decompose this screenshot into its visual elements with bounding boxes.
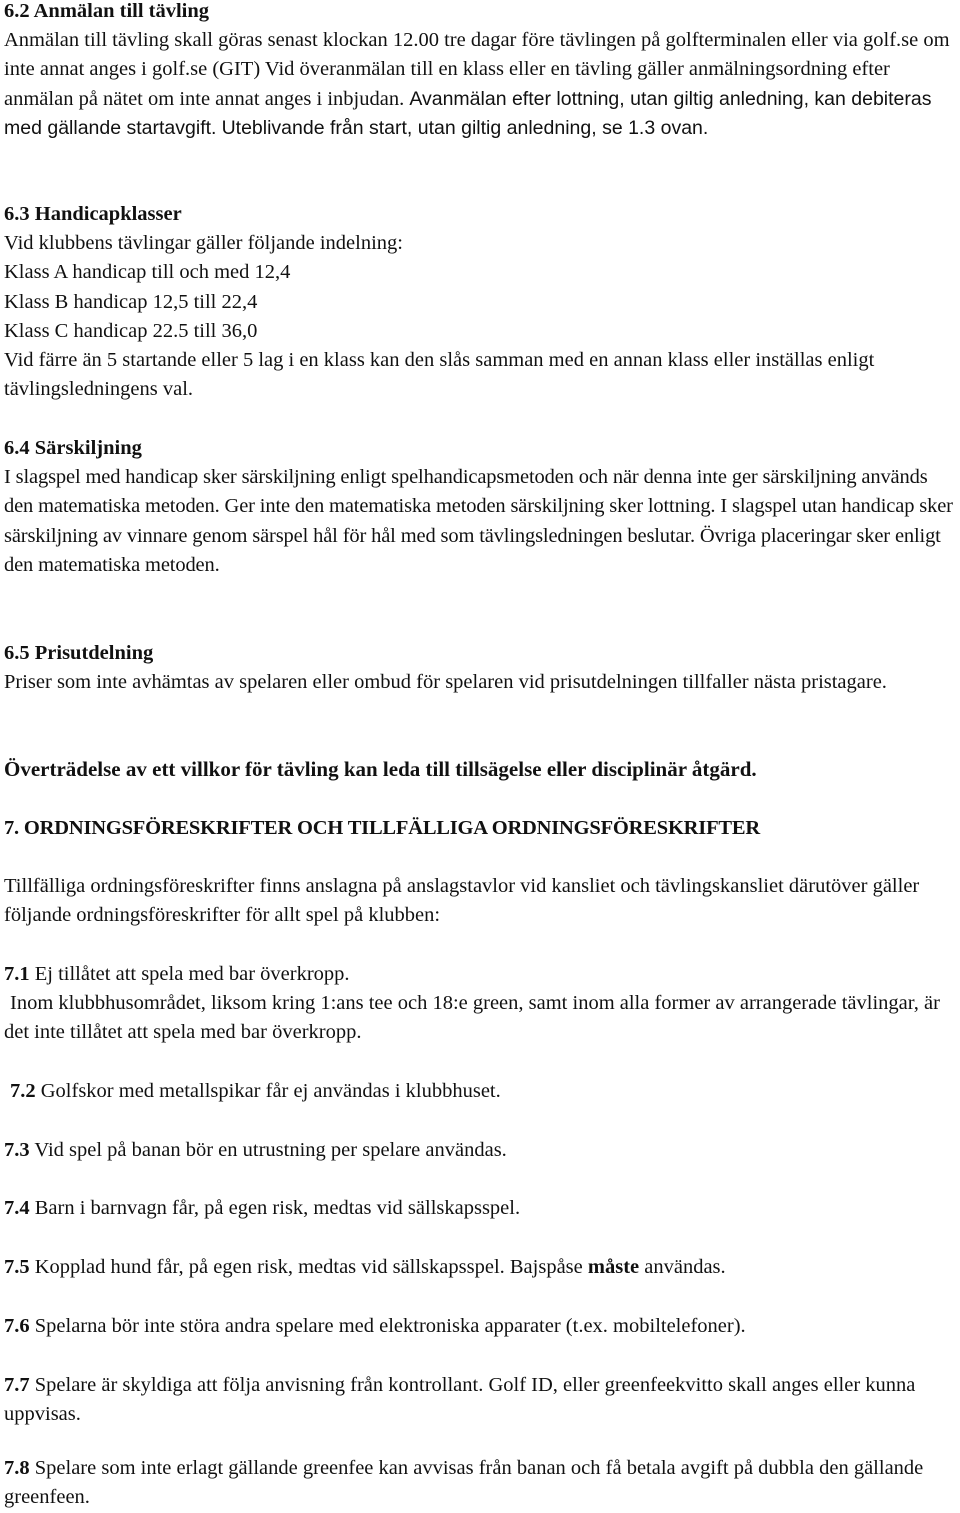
section-paragraph: Priser som inte avhämtas av spelaren eller ombud för spelaren vid prisutdelningen tillfaller nästa pristagare.	[4, 671, 887, 694]
class-item: Klass C handicap 22.5 till 36,0	[4, 319, 258, 342]
rule-text: användas.	[644, 1256, 726, 1278]
rule-number: 7.6	[4, 1315, 30, 1337]
section-heading: 7. ORDNINGSFÖRESKRIFTER OCH TILLFÄLLIGA ORDNINGSFÖRESKRIFTER	[4, 817, 760, 839]
rule-text: Golfskor med metallspikar får ej användas i klubbhuset.	[40, 1080, 501, 1102]
rule-7-8	[4, 1454, 958, 1512]
rule-7-6	[4, 1312, 958, 1341]
rule-number: 7.4	[4, 1197, 30, 1219]
section-7-intro	[4, 872, 958, 930]
paragraph-text: Uteblivande från start, utan giltig anledning, se 1.3 ovan.	[221, 116, 709, 139]
rule-text: Kopplad hund får, på egen risk, medtas vid sällskapsspel. Bajspåse	[34, 1256, 583, 1278]
section-paragraph	[4, 26, 958, 143]
class-item: Klass B handicap 12,5 till 22,4	[4, 290, 258, 313]
rule-7-1	[4, 960, 958, 1048]
rule-text: Barn i barnvagn får, på egen risk, medtas vid sällskapsspel.	[34, 1197, 521, 1219]
warning-text: Överträdelse av ett villkor för tävling kan leda till tillsägelse eller disciplinär åtgärd.	[4, 757, 757, 781]
rule-number: 7.7	[4, 1374, 30, 1396]
rule-number: 7.1	[4, 963, 30, 985]
section-intro: Vid klubbens tävlingar gäller följande indelning:	[4, 232, 403, 255]
rule-text: Vid spel på banan bör en utrustning per spelare användas.	[34, 1139, 507, 1161]
rule-7-3	[4, 1136, 958, 1165]
rule-text: Spelare är skyldiga att följa anvisning från kontrollant. Golf ID, eller greenfeekvitto skall anges eller kunna uppvisas.	[4, 1374, 916, 1426]
section-paragraph: Tillfälliga ordningsföreskrifter finns anslagna på anslagstavlor vid kansliet och tävlingskansliet därutöver gäller följande ordningsföreskrifter för allt spel på klubben:	[4, 875, 920, 927]
section-heading: 6.4 Särskiljning	[4, 437, 142, 459]
violation-warning	[4, 755, 958, 784]
paragraph-text: Anmälan till tävling skall göras senast klockan 12.00 tre dagar före tävlingen på golfterminalen eller via golf.se om inte annat anges i golf.se (GIT) Vid överanmälan till en klass eller en tävling gäller anmälningsordning efter anmälan på nätet om inte annat anges i inbjudan.	[4, 29, 950, 110]
rule-number: 7.3	[4, 1139, 30, 1161]
paragraph-text: Avanmälan efter lottning, utan giltig anledning, kan debiteras med gällande startavgift.	[4, 87, 932, 139]
rule-7-2	[10, 1077, 958, 1106]
section-7	[4, 814, 960, 843]
rule-text: Spelare som inte erlagt gällande greenfee kan avvisas från banan och få betala avgift på dubbla den gällande greenfeen.	[4, 1457, 924, 1509]
rule-7-7	[4, 1371, 958, 1429]
class-item: Klass A handicap till och med 12,4	[4, 261, 291, 284]
rule-text: Inom klubbhusområdet, liksom kring 1:ans tee och 18:e green, samt inom alla former av arrangerade tävlingar, är det inte tillåtet att spela med bar överkropp.	[4, 992, 940, 1044]
section-heading: 6.5 Prisutdelning	[4, 642, 154, 664]
section-6-2	[4, 0, 958, 143]
rule-number: 7.2	[10, 1080, 36, 1102]
rule-7-5	[4, 1253, 958, 1282]
rule-title	[4, 960, 958, 989]
rule-number: 7.8	[4, 1457, 30, 1479]
section-heading: 6.2 Anmälan till tävling	[4, 0, 210, 22]
section-paragraph: I slagspel med handicap sker särskiljning enligt spelhandicapsmetoden och när denna inte ger särskiljning används den matematiska metoden. Ger inte den matematiska metoden särskiljning sker lottning. I slagspel utan handicap sker särskiljning av vinnare genom särspel hål för hål med som tävlingsledningen beslutar. Övriga placeringar sker enligt den matematiska metoden.	[4, 466, 953, 576]
section-6-3	[4, 200, 958, 404]
rule-7-4	[4, 1194, 958, 1223]
section-heading: 6.3 Handicapklasser	[4, 203, 182, 225]
rule-text: Spelarna bör inte störa andra spelare med elektroniska apparater (t.ex. mobiltelefoner).	[34, 1315, 746, 1337]
rule-text: Ej tillåtet att spela med bar överkropp.	[34, 963, 350, 985]
section-paragraph: Vid färre än 5 startande eller 5 lag i en klass kan den slås samman med en annan klass eller inställas enligt tävlingsledningens val.	[4, 349, 875, 401]
section-6-5	[4, 639, 958, 697]
rule-number: 7.5	[4, 1256, 30, 1278]
rule-emphasis: måste	[587, 1256, 640, 1278]
section-6-4	[4, 434, 958, 580]
